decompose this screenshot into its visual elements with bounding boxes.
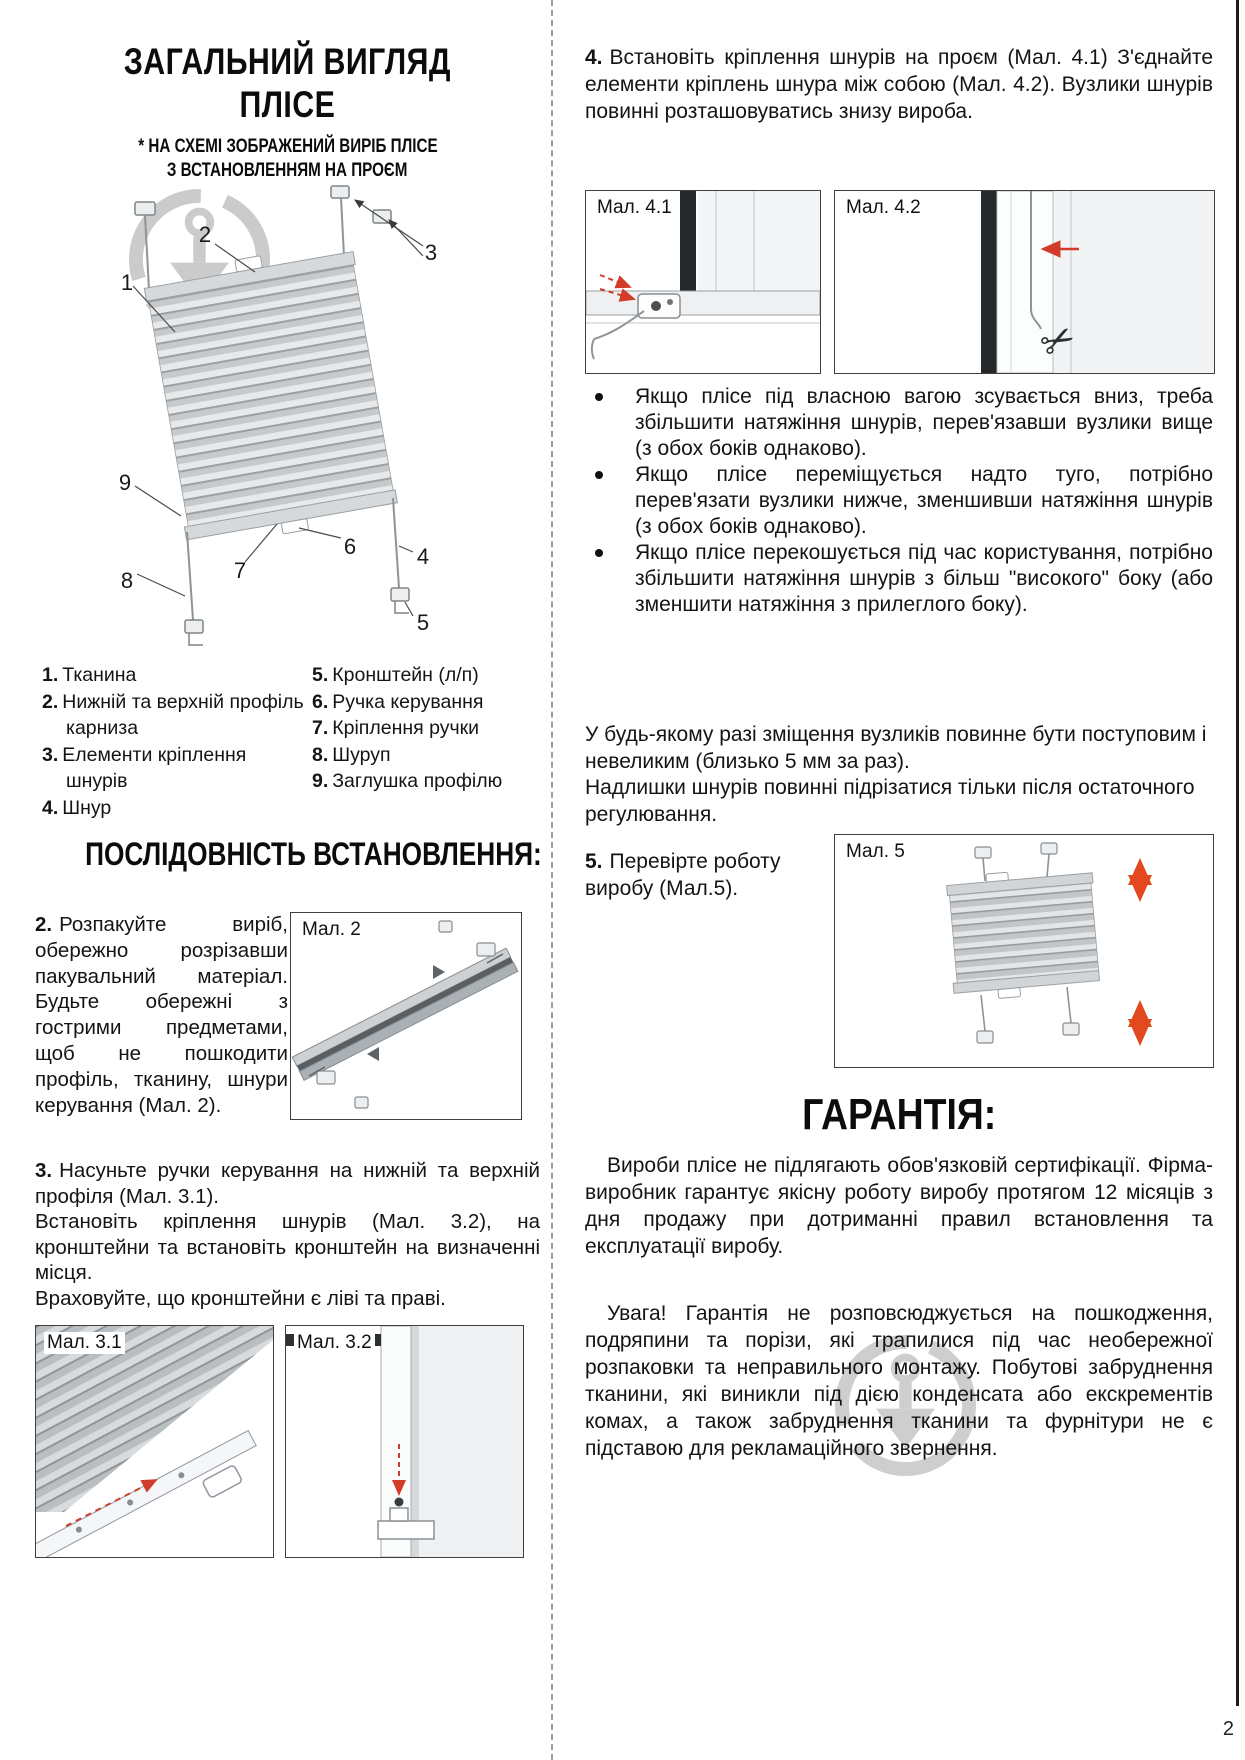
figure-3-2-drawing — [286, 1326, 523, 1557]
diagram-label-9: 9 — [118, 470, 132, 495]
figure-3-1 — [35, 1325, 274, 1558]
page-number: 2 — [1222, 1718, 1234, 1740]
blind-body — [140, 240, 399, 551]
figure-4-2-label: Мал. 4.2 — [843, 197, 924, 219]
legend-item: 3. Елементи кріплення шнурів — [42, 743, 247, 792]
title-line2: ПЛІСЕ — [239, 84, 336, 125]
bullet-icon — [595, 393, 603, 401]
legend-item: 1. Тканина — [42, 664, 137, 686]
warranty-heading: ГАРАНТІЯ: — [801, 1090, 997, 1139]
diagram-label-2: 2 — [198, 222, 212, 247]
subtitle-line2: З ВСТАНОВЛЕННЯМ НА ПРОЄМ — [167, 159, 408, 181]
step4-number: 4. — [585, 46, 603, 69]
step4-paragraph — [585, 44, 1213, 125]
list-item: Якщо плісе перекошується під час користування, потрібно збільшити натяжіння шнурів з більш "високого" боку (або зменшити натяжіння з прилеглого боку). — [585, 540, 1213, 618]
title-line1: ЗАГАЛЬНИЙ ВИГЛЯД — [124, 41, 451, 82]
warranty-paragraph-1: Вироби плісе не підлягають обов'язковій сертифікації. Фірма-виробник гарантує якісну роботу виробу протягом 12 місяців з дня продажу при дотриманні правил встановлення та експлуатації виробу. — [585, 1154, 1213, 1258]
figure-4-2 — [834, 190, 1215, 374]
step3-number: 3. — [35, 1159, 53, 1182]
legend-item: 6. Ручка керування — [312, 690, 484, 713]
top-cord-fixings — [135, 186, 391, 223]
step2-number: 2. — [35, 913, 53, 936]
figure-5-label: Мал. 5 — [843, 841, 908, 863]
diagram-label-5: 5 — [416, 610, 430, 635]
legend-item: 8. Шуруп — [312, 743, 391, 766]
step5-paragraph — [585, 848, 835, 902]
bullet-icon — [595, 549, 603, 557]
note-line-1: У будь-якому разі зміщення вузликів повинне бути поступовим і невеликим (близько 5 мм за раз). — [585, 723, 1207, 773]
diagram-label-6: 6 — [343, 534, 357, 559]
legend-right-column — [312, 662, 540, 795]
figure-4-1-label: Мал. 4.1 — [594, 197, 675, 219]
figure-2 — [290, 912, 522, 1120]
figure-5 — [834, 834, 1214, 1068]
legend-item: 5. Кронштейн (л/п) — [312, 664, 479, 686]
figure-3-2-label: Мал. 3.2 — [294, 1332, 375, 1354]
warranty-paragraph-2: Увага! Гарантія не розповсюджується на пошкодження, подряпини та порізи, які трапилися під час необережної розпаковки та неправильного монтажу. Побутові забруднення тканини, які виникли під дією конденсата або екскрементів комах, а також забруднення тканини та фурнітури не є підставою для рекламаційного звернення. — [585, 1302, 1213, 1460]
figure-5-drawing — [835, 835, 1213, 1067]
page-subtitle — [35, 134, 540, 182]
figure-3-1-drawing — [36, 1326, 273, 1557]
note-line-2: Надлишки шнурів повинні підрізатися тільки після остаточного регулювання. — [585, 776, 1195, 826]
step2-text: Розпакуйте виріб, обережно розрізавши пакувальний матеріал. Будьте обережні з гострими предметами, щоб не пошкодити профіль, тканину, шнури керування (Мал. 2). — [35, 913, 288, 1117]
step5-text: Перевірте роботу виробу (Мал.5). — [585, 850, 781, 900]
legend-item: 4. Шнур — [42, 796, 112, 819]
bullet-icon — [595, 471, 603, 479]
list-item: Якщо плісе переміщується надто туго, потрібно перев'язати вузлики нижче, зменшивши натяжіння шнурів (з обох боків однаково). — [585, 462, 1213, 540]
adjustment-bullet-list — [585, 384, 1213, 618]
bottom-brackets — [185, 588, 409, 645]
figure-3-1-label: Мал. 3.1 — [44, 1332, 125, 1354]
adjustment-note — [585, 722, 1213, 828]
diagram-label-4: 4 — [416, 544, 430, 569]
diagram-label-7: 7 — [233, 558, 247, 583]
column-divider — [551, 0, 553, 1760]
blind-overview-diagram — [35, 180, 540, 660]
diagram-label-8: 8 — [120, 568, 134, 593]
step2-paragraph — [35, 912, 288, 1118]
sequence-heading: ПОСЛІДОВНІСТЬ ВСТАНОВЛЕННЯ: — [85, 836, 542, 872]
subtitle-line1: * НА СХЕМІ ЗОБРАЖЕНИЙ ВИРІБ ПЛІСЕ — [137, 135, 438, 157]
diagram-label-3: 3 — [424, 240, 438, 265]
right-edge-rule — [1236, 0, 1239, 1706]
diagram-label-1: 1 — [120, 270, 134, 295]
page-title — [35, 40, 540, 126]
figure-2-label: Мал. 2 — [299, 919, 364, 941]
legend-item: 7. Кріплення ручки — [312, 717, 480, 739]
figure-2-drawing — [291, 913, 521, 1119]
step5-number: 5. — [585, 850, 603, 873]
legend-item: 2. Нижній та верхній профіль карниза — [42, 690, 304, 739]
legend-item: 9. Заглушка профілю — [312, 770, 503, 792]
list-item: Якщо плісе під власною вагою зсувається вниз, треба збільшити натяжіння шнурів, перев'язавши вузлики вище (з обох боків однаково). — [585, 384, 1213, 462]
legend-left-column — [42, 662, 304, 821]
scissors-icon: ✂ — [1033, 314, 1084, 369]
step3-paragraph: 3. Насуньте ручки керування на нижній та верхній профіля (Мал. 3.1). Встановіть кріплення шнурів (Мал. 3.2), на кронштейни та встановіть кронштейн на визначенні місця. Враховуйте, що кронштейни є ліві та праві. — [35, 1159, 540, 1310]
figure-3-2 — [285, 1325, 524, 1558]
figure-4-1 — [585, 190, 821, 374]
step4-text: Встановіть кріплення шнурів на проєм (Мал. 4.1) З'єднайте елементи кріплень шнура між собою (Мал. 4.2). Вузлики шнурів повинні розташовуватись знизу вироба. — [585, 46, 1213, 123]
